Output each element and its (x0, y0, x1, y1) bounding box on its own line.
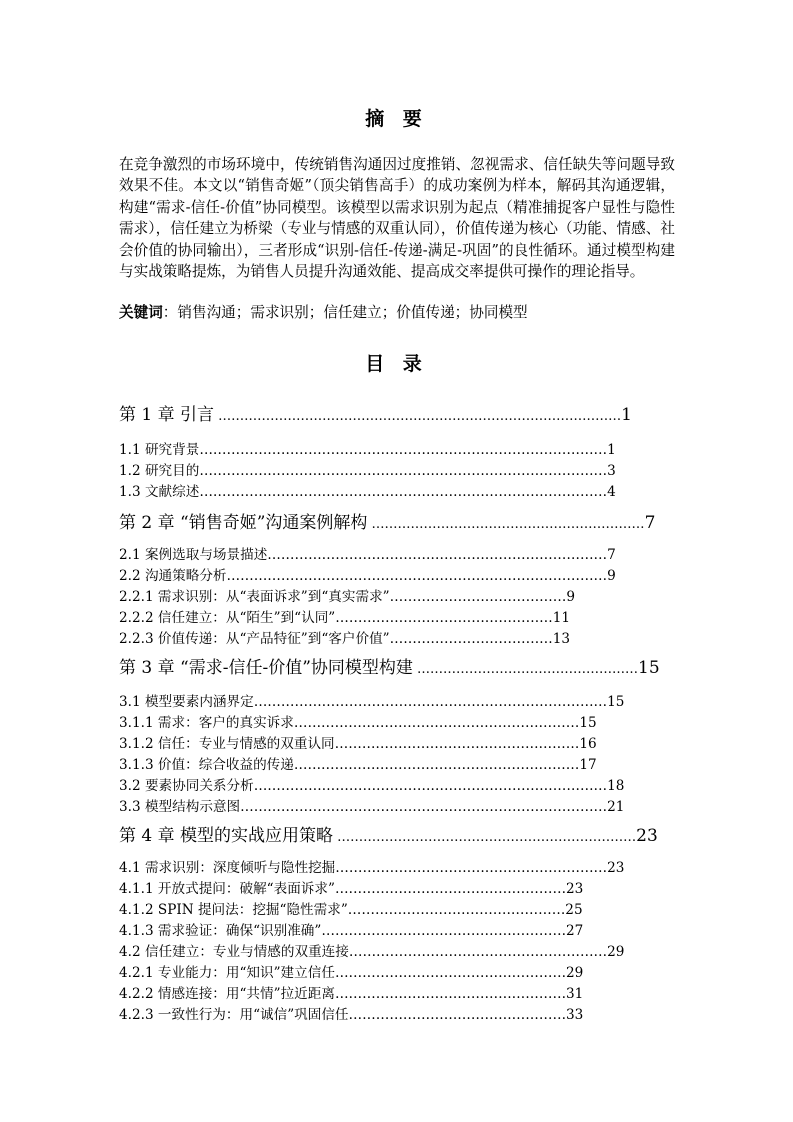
toc-entry[interactable] (119, 440, 619, 460)
toc-entry-title: 2.2 沟通策略分析 (119, 568, 227, 584)
toc-leader-dots: ………………………………… (389, 589, 567, 605)
toc-entry[interactable] (119, 713, 607, 733)
toc-leader-dots: ………………………………………… (348, 1007, 567, 1023)
toc-entry-title: 4.1 需求识别：深度倾听与隐性挖掘 (119, 860, 336, 876)
toc-entry[interactable] (119, 403, 637, 427)
toc-entry-page: 23 (607, 860, 625, 876)
toc-entry[interactable] (119, 942, 628, 962)
toc-entry[interactable] (119, 1005, 591, 1025)
toc-entry-title: 第 3 章 “需求-信任-价值”协同模型构建 (119, 658, 413, 678)
toc-leader-dots: …………………………………………………………… (333, 830, 637, 845)
toc-entry[interactable] (119, 608, 570, 628)
toc-entry-page: 25 (565, 902, 583, 918)
toc-title: 目 录 (365, 353, 428, 375)
toc-leader-dots: …………………………………………………………………… (253, 694, 608, 710)
toc-leader-dots: ……………………………………………………… (293, 757, 580, 773)
toc-entry[interactable] (119, 797, 628, 817)
toc-entry[interactable] (119, 824, 664, 848)
toc-entry-page: 9 (607, 568, 616, 584)
toc-entry[interactable] (119, 734, 608, 754)
toc-entry[interactable] (119, 692, 628, 712)
toc-entry-title: 4.2.3 一致性行为：用“诚信”巩固信任 (119, 1007, 349, 1023)
toc-entry-page: 29 (607, 944, 625, 960)
toc-entry-title: 1.1 研究背景 (119, 442, 200, 458)
toc-entry-title: 3.1.1 需求：客户的真实诉求 (119, 715, 294, 731)
toc-entry-page: 13 (552, 631, 571, 647)
toc-leader-dots: ……………………………………………………………………………… (199, 484, 608, 500)
toc-entry-page: 31 (566, 986, 584, 1002)
toc-leader-dots: ………………………………………… (335, 610, 553, 626)
keywords-label: 关键词 (119, 304, 163, 321)
toc-entry[interactable] (119, 511, 659, 535)
toc-entry-title: 4.2.1 专业能力：用“知识”建立信任 (119, 965, 335, 981)
toc-entry-page: 15 (638, 658, 660, 678)
toc-entry-title: 1.3 文献综述 (119, 484, 200, 500)
toc-entry-page: 1 (621, 405, 632, 425)
toc-leader-dots: ……………………………………………………………………… (240, 799, 608, 815)
toc-entry-page: 7 (644, 513, 656, 533)
toc-entry-title: 4.1.3 需求验证：确保“识别准确” (119, 923, 322, 939)
toc-leader-dots: ……………………………… (389, 631, 553, 647)
toc-entry-page: 9 (566, 589, 575, 605)
toc-entry-title: 3.1 模型要素内涵界定 (119, 694, 254, 710)
keywords-line (119, 303, 528, 323)
toc-entry[interactable] (119, 900, 591, 920)
toc-entry-page: 4 (607, 484, 616, 500)
toc-entry-title: 第 1 章 引言 (119, 405, 215, 425)
toc-leader-dots: …………………………………………………………………… (253, 778, 608, 794)
toc-entry-page: 18 (607, 778, 625, 794)
toc-entry-page: 15 (607, 694, 625, 710)
toc-entry-title: 2.1 案例选取与场景描述 (119, 547, 268, 563)
toc-entry-page: 33 (566, 1007, 584, 1023)
toc-entry-title: 第 4 章 模型的实战应用策略 (119, 826, 334, 846)
toc-entry-page: 27 (566, 923, 584, 939)
toc-entry[interactable] (119, 482, 619, 502)
keywords-text: ：销售沟通；需求识别；信任建立；价值传递；协同模型 (162, 304, 528, 321)
toc-entry-page: 11 (552, 610, 570, 626)
toc-entry-title: 2.2.3 价值传递：从“产品特征”到“客户价值” (119, 631, 390, 647)
toc-entry-title: 第 2 章 “销售奇姬”沟通案例解构 (119, 513, 368, 533)
toc-entry-page: 17 (579, 757, 597, 773)
toc-entry-title: 3.2 要素协同关系分析 (119, 778, 254, 794)
toc-leader-dots: …………………………………………… (334, 965, 567, 981)
toc-entry[interactable] (119, 921, 590, 941)
toc-leader-dots: ……………………………………………………… (293, 715, 580, 731)
toc-entry[interactable] (119, 984, 590, 1004)
toc-leader-dots: ……………………………………………………………………………… (199, 463, 608, 479)
toc-leader-dots: …………………………………………… (334, 881, 567, 897)
toc-entry-page: 3 (607, 463, 616, 479)
toc-entry[interactable] (119, 566, 621, 586)
toc-entry[interactable] (119, 587, 579, 607)
toc-leader-dots: ……………………………………………… (334, 736, 580, 752)
toc-entry-title: 4.1.1 开放式提问：破解“表面诉求” (119, 881, 335, 897)
toc-entry[interactable] (119, 545, 621, 565)
toc-entry-title: 4.2.2 情感连接：用“共情”拉近距离 (119, 986, 335, 1002)
toc-leader-dots: ………………………………………… (347, 902, 566, 918)
toc-entry-title: 3.1.2 信任：专业与情感的双重认同 (119, 736, 335, 752)
toc-leader-dots: ………………………………………………… (348, 944, 608, 960)
toc-entry[interactable] (119, 656, 669, 680)
toc-entry-title: 3.1.3 价值：综合收益的传递 (119, 757, 294, 773)
toc-entry-page: 21 (607, 799, 625, 815)
toc-entry-page: 29 (566, 965, 584, 981)
toc-entry-title: 1.2 研究目的 (119, 463, 200, 479)
toc-entry[interactable] (119, 755, 608, 775)
toc-entry-title: 3.3 模型结构示意图 (119, 799, 241, 815)
toc-leader-dots: …………………………………………………… (335, 860, 608, 876)
toc-entry-page: 23 (566, 881, 584, 897)
toc-leader-dots: …………………………………………… (412, 662, 639, 677)
toc-entry[interactable] (119, 858, 628, 878)
toc-leader-dots: ……………………………………………………………………………… (199, 442, 608, 458)
toc-entry-title: 4.1.2 SPIN 提问法：挖掘“隐性需求” (119, 902, 348, 918)
toc-leader-dots: ………………………………………………………………………………… (214, 409, 622, 424)
abstract-body: 在竞争激烈的市场环境中，传统销售沟通因过度推销、忽视需求、信任缺失等问题导致效果不佳。本文以“销售奇姬”（顶尖销售高手）的成功案例为样本，解码其沟通逻辑，构建“需求-信任-价值”协同模型。该模型以需求识别为起点（精准捕捉客户显性与隐性需求），信任建立为桥梁（专业与情感的双重认同），价值传递为核心（功能、情感、社会价值的协同输出），三者形成“识别-信任-传递-满足-巩固”的良性循环。通过模型构建与实战策略提炼，为销售人员提升沟通效能、提高成交率提供可操作的理论指导。 (119, 156, 675, 281)
toc-leader-dots: ………………………………………………………………………… (226, 568, 608, 584)
toc-entry[interactable] (119, 629, 571, 649)
toc-entry-title: 2.2.1 需求识别：从“表面诉求”到“真实需求” (119, 589, 390, 605)
toc-leader-dots: ………………………………………………………………… (267, 547, 608, 563)
abstract-title: 摘 要 (365, 108, 428, 130)
toc-entry-page: 7 (607, 547, 616, 563)
toc-entry[interactable] (119, 461, 619, 481)
toc-entry[interactable] (119, 963, 590, 983)
toc-entry-page: 15 (579, 715, 597, 731)
toc-entry[interactable] (119, 879, 590, 899)
toc-leader-dots: …………………………………………… (334, 986, 567, 1002)
toc-leader-dots: ……………………………………………………… (367, 517, 645, 532)
toc-entry-page: 23 (636, 826, 658, 846)
toc-entry-page: 1 (607, 442, 616, 458)
toc-entry-title: 4.2 信任建立：专业与情感的双重连接 (119, 944, 349, 960)
toc-leader-dots: ……………………………………………… (321, 923, 567, 939)
toc-entry-page: 16 (579, 736, 597, 752)
toc-entry[interactable] (119, 776, 628, 796)
toc-entry-title: 2.2.2 信任建立：从“陌生”到“认同” (119, 610, 336, 626)
